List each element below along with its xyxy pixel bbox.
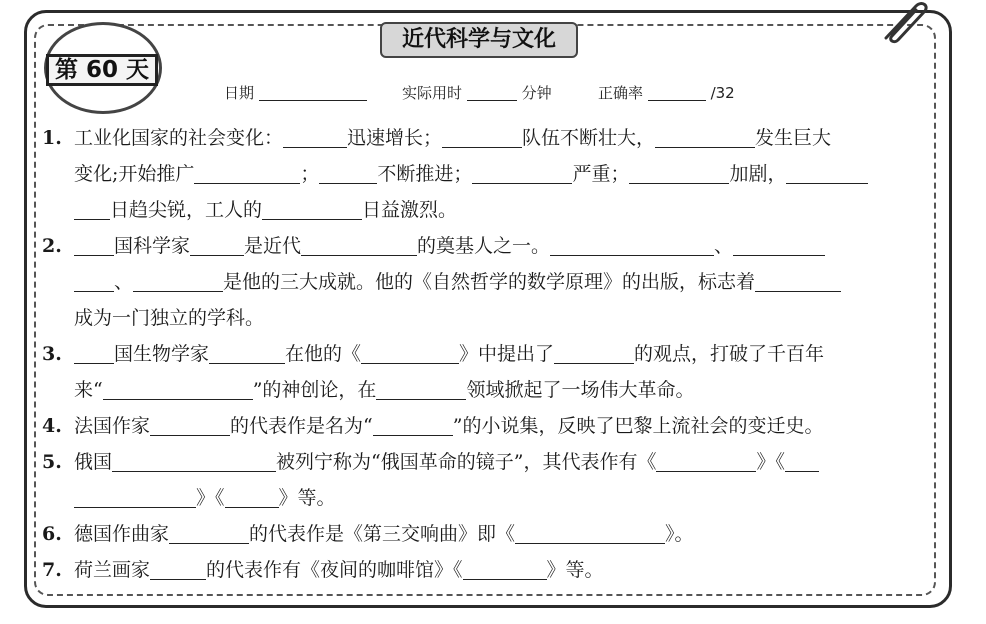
answer-blank[interactable] [74, 269, 114, 292]
question-text: 不断推进； [377, 163, 473, 185]
answer-blank[interactable] [361, 341, 459, 364]
question-text: 的代表作是名为“ [230, 415, 373, 437]
question-line [74, 228, 914, 264]
question-text: 变化;开始推广 [74, 163, 195, 185]
date-field[interactable] [224, 82, 367, 103]
question-text: 的观点，打破了千百年 [634, 343, 825, 365]
answer-blank[interactable] [103, 377, 253, 400]
question-text: 严重； [572, 163, 630, 185]
question-text: 日益激烈。 [362, 199, 458, 221]
question-text: 迅速增长； [347, 127, 443, 149]
question-number: 1. [42, 127, 62, 149]
question-line [74, 372, 914, 408]
time-unit: 分钟 [521, 84, 552, 102]
question-text: 、 [714, 235, 734, 257]
question-text: 荷兰画家 [74, 559, 151, 581]
question-text: 成为一门独立的学科。 [74, 307, 265, 329]
accuracy-label: 正确率 [598, 84, 644, 102]
answer-blank[interactable] [262, 197, 362, 220]
question-line [74, 516, 914, 552]
question-line [74, 480, 914, 516]
answer-blank[interactable] [373, 413, 453, 436]
question-number: 7. [42, 559, 62, 581]
question-text: 来“ [74, 379, 103, 401]
question-text: 发生巨大 [755, 127, 832, 149]
question-number: 4. [42, 415, 62, 437]
question-line [74, 300, 914, 336]
answer-blank[interactable] [74, 485, 196, 508]
date-label: 日期 [224, 84, 255, 102]
question-6 [42, 516, 914, 552]
question-text: 加剧， [729, 163, 787, 185]
answer-blank[interactable] [786, 161, 868, 184]
question-text: ； [300, 163, 320, 185]
answer-blank[interactable] [515, 521, 665, 544]
question-text: 》。 [665, 523, 694, 545]
question-text: 法国作家 [74, 415, 151, 437]
question-text: 在他的《 [285, 343, 362, 365]
question-text: 德国作曲家 [74, 523, 170, 545]
question-line [74, 552, 914, 588]
question-line [74, 264, 914, 300]
question-text: 队伍不断壮大， [522, 127, 656, 149]
answer-blank[interactable] [133, 269, 223, 292]
answer-blank[interactable] [550, 233, 714, 256]
question-3 [42, 336, 914, 408]
answer-blank[interactable] [283, 125, 347, 148]
question-text: 国生物学家 [114, 343, 210, 365]
question-text: 日趋尖锐，工人的 [110, 199, 263, 221]
question-text: 被列宁称为“俄国革命的镜子”，其代表作有《 [276, 451, 657, 473]
answer-blank[interactable] [74, 233, 114, 256]
question-text: 领域掀起了一场伟大革命。 [466, 379, 695, 401]
question-text: 》《 [756, 451, 785, 473]
question-text: 》等。 [278, 487, 336, 509]
day-badge: 第 60 天 [46, 54, 158, 86]
answer-blank[interactable] [554, 341, 634, 364]
time-field[interactable] [402, 82, 552, 103]
question-number: 3. [42, 343, 62, 365]
answer-blank[interactable] [225, 485, 279, 508]
question-line [74, 444, 914, 480]
question-text: 工业化国家的社会变化： [74, 127, 284, 149]
question-7 [42, 552, 914, 588]
question-2 [42, 228, 914, 336]
question-text: 的奠基人之一。 [417, 235, 551, 257]
question-text: 是他的三大成就。他的《自然哲学的数学原理》的出版，标志着 [223, 271, 756, 293]
answer-blank[interactable] [463, 557, 547, 580]
paperclip-icon [872, 0, 932, 44]
question-1 [42, 120, 914, 228]
question-text: ”的神创论，在 [252, 379, 377, 401]
question-4 [42, 408, 914, 444]
accuracy-blank[interactable] [648, 86, 706, 101]
time-label: 实际用时 [402, 84, 463, 102]
accuracy-field[interactable] [598, 82, 735, 103]
question-number: 2. [42, 235, 62, 257]
answer-blank[interactable] [629, 161, 729, 184]
answer-blank[interactable] [74, 341, 114, 364]
question-text: ”的小说集，反映了巴黎上流社会的变迁史。 [452, 415, 824, 437]
time-blank[interactable] [467, 86, 517, 101]
answer-blank[interactable] [733, 233, 825, 256]
answer-blank[interactable] [150, 557, 206, 580]
answer-blank[interactable] [472, 161, 572, 184]
question-text: 》等。 [546, 559, 604, 581]
answer-blank[interactable] [190, 233, 244, 256]
question-line [74, 156, 914, 192]
question-line [74, 408, 914, 444]
question-5 [42, 444, 914, 516]
question-text: 国科学家 [114, 235, 191, 257]
accuracy-total: /32 [710, 84, 735, 102]
answer-blank[interactable] [319, 161, 377, 184]
question-text: 》中提出了 [459, 343, 555, 365]
question-text: 》《 [196, 487, 225, 509]
question-text: 的代表作是《第三交响曲》即《 [249, 523, 516, 545]
answer-blank[interactable] [112, 449, 276, 472]
answer-blank[interactable] [655, 125, 755, 148]
answer-blank[interactable] [150, 413, 230, 436]
question-line [74, 120, 914, 156]
answer-blank[interactable] [169, 521, 249, 544]
question-line [74, 336, 914, 372]
answer-blank[interactable] [785, 449, 819, 472]
answer-blank[interactable] [755, 269, 841, 292]
date-blank[interactable] [259, 86, 367, 101]
question-text: 是近代 [244, 235, 302, 257]
answer-blank[interactable] [301, 233, 417, 256]
question-text: 俄国 [74, 451, 113, 473]
answer-blank[interactable] [194, 161, 300, 184]
question-line [74, 192, 914, 228]
answer-blank[interactable] [656, 449, 756, 472]
answer-blank[interactable] [376, 377, 466, 400]
question-list [42, 120, 914, 588]
question-text: 的代表作有《夜间的咖啡馆》《 [206, 559, 463, 581]
question-text: 、 [114, 271, 134, 293]
question-number: 5. [42, 451, 62, 473]
answer-blank[interactable] [74, 197, 110, 220]
answer-blank[interactable] [209, 341, 285, 364]
answer-blank[interactable] [442, 125, 522, 148]
question-number: 6. [42, 523, 62, 545]
page-title: 近代科学与文化 [380, 22, 578, 58]
